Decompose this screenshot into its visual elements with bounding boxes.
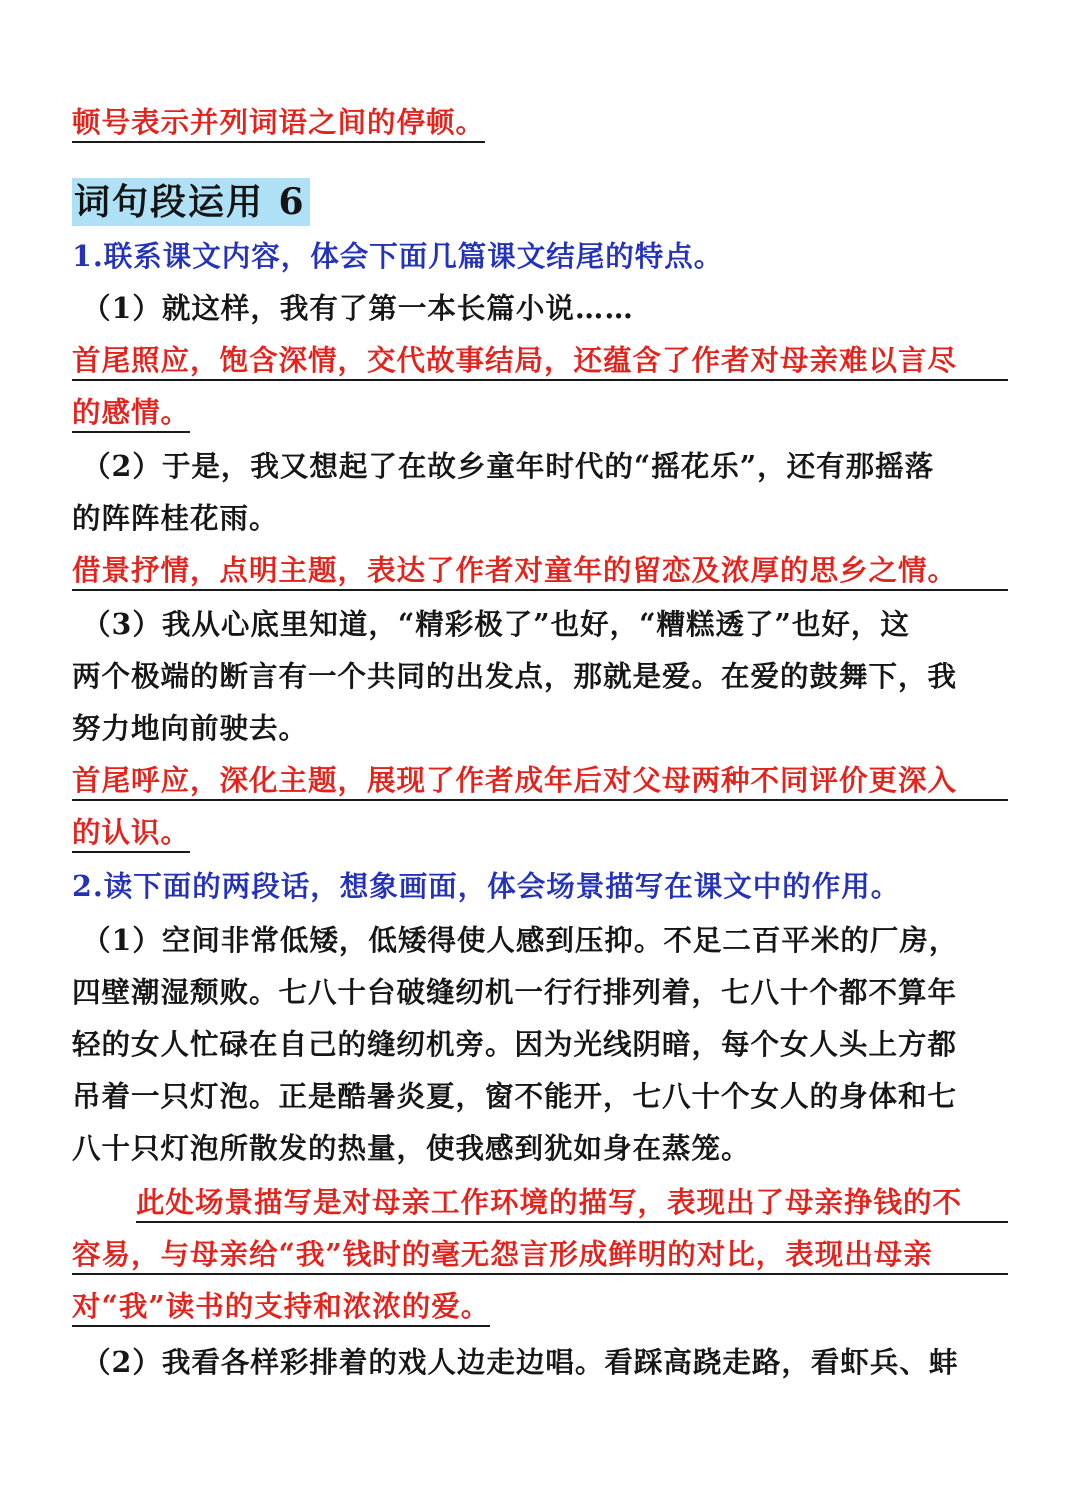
q1-item3-answer-line1: 首尾呼应，深化主题，展现了作者成年后对父母两种不同评价更深入 — [72, 762, 1008, 801]
question-2-title: 2.读下面的两段话，想象画面，体会场景描写在课文中的作用。 — [72, 869, 901, 903]
q1-item3-text-line2: 两个极端的断言有一个共同的出发点，那就是爱。在爱的鼓舞下，我 — [72, 659, 958, 693]
q1-item3-text-line3: 努力地向前驶去。 — [72, 711, 309, 745]
q1-item3-answer-line2: 的认识。 — [72, 814, 190, 853]
q1-item2-answer-line1: 借景抒情，点明主题，表达了作者对童年的留恋及浓厚的思乡之情。 — [72, 552, 1008, 591]
section-heading: 词句段运用 6 — [72, 178, 310, 226]
q2-item1-answer-line2: 容易，与母亲给“我”钱时的毫无怨言形成鲜明的对比，表现出母亲 — [72, 1236, 1008, 1275]
q2-item1-text-line2: 四壁潮湿颓败。七八十台破缝纫机一行行排列着，七八十个都不算年 — [72, 975, 958, 1009]
question-1-title: 1.联系课文内容，体会下面几篇课文结尾的特点。 — [72, 239, 724, 273]
q1-item2-text-line2: 的阵阵桂花雨。 — [72, 501, 279, 535]
q2-item1-text-line5: 八十只灯泡所散发的热量，使我感到犹如身在蒸笼。 — [72, 1131, 751, 1165]
q1-item3-text-line1: （3）我从心底里知道，“精彩极了”也好，“糟糕透了”也好，这 — [82, 607, 910, 641]
q1-item1-answer-line2: 的感情。 — [72, 394, 190, 433]
q2-item1-text-line3: 轻的女人忙碌在自己的缝纫机旁。因为光线阴暗，每个女人头上方都 — [72, 1027, 958, 1061]
q2-item1-text-line4: 吊着一只灯泡。正是酷暑炎夏，窗不能开，七八十个女人的身体和七 — [72, 1079, 958, 1113]
q1-item1-answer-line1: 首尾照应，饱含深情，交代故事结局，还蕴含了作者对母亲难以言尽 — [72, 342, 1008, 381]
q1-item1-text: （1）就这样，我有了第一本长篇小说…… — [82, 291, 634, 325]
q2-item2-text-line1: （2）我看各样彩排着的戏人边走边唱。看踩高跷走路，看虾兵、蚌 — [82, 1345, 959, 1379]
q2-item1-answer-line1: 此处场景描写是对母亲工作环境的描写，表现出了母亲挣钱的不 — [136, 1184, 1008, 1223]
q1-item2-text-line1: （2）于是，我又想起了在故乡童年时代的“摇花乐”，还有那摇落 — [82, 449, 935, 483]
q2-item1-text-line1: （1）空间非常低矮，低矮得使人感到压抑。不足二百平米的厂房， — [82, 923, 959, 957]
q2-item1-answer-line3: 对“我”读书的支持和浓浓的爱。 — [72, 1288, 490, 1327]
intro-answer-line: 顿号表示并列词语之间的停顿。 — [72, 104, 485, 143]
